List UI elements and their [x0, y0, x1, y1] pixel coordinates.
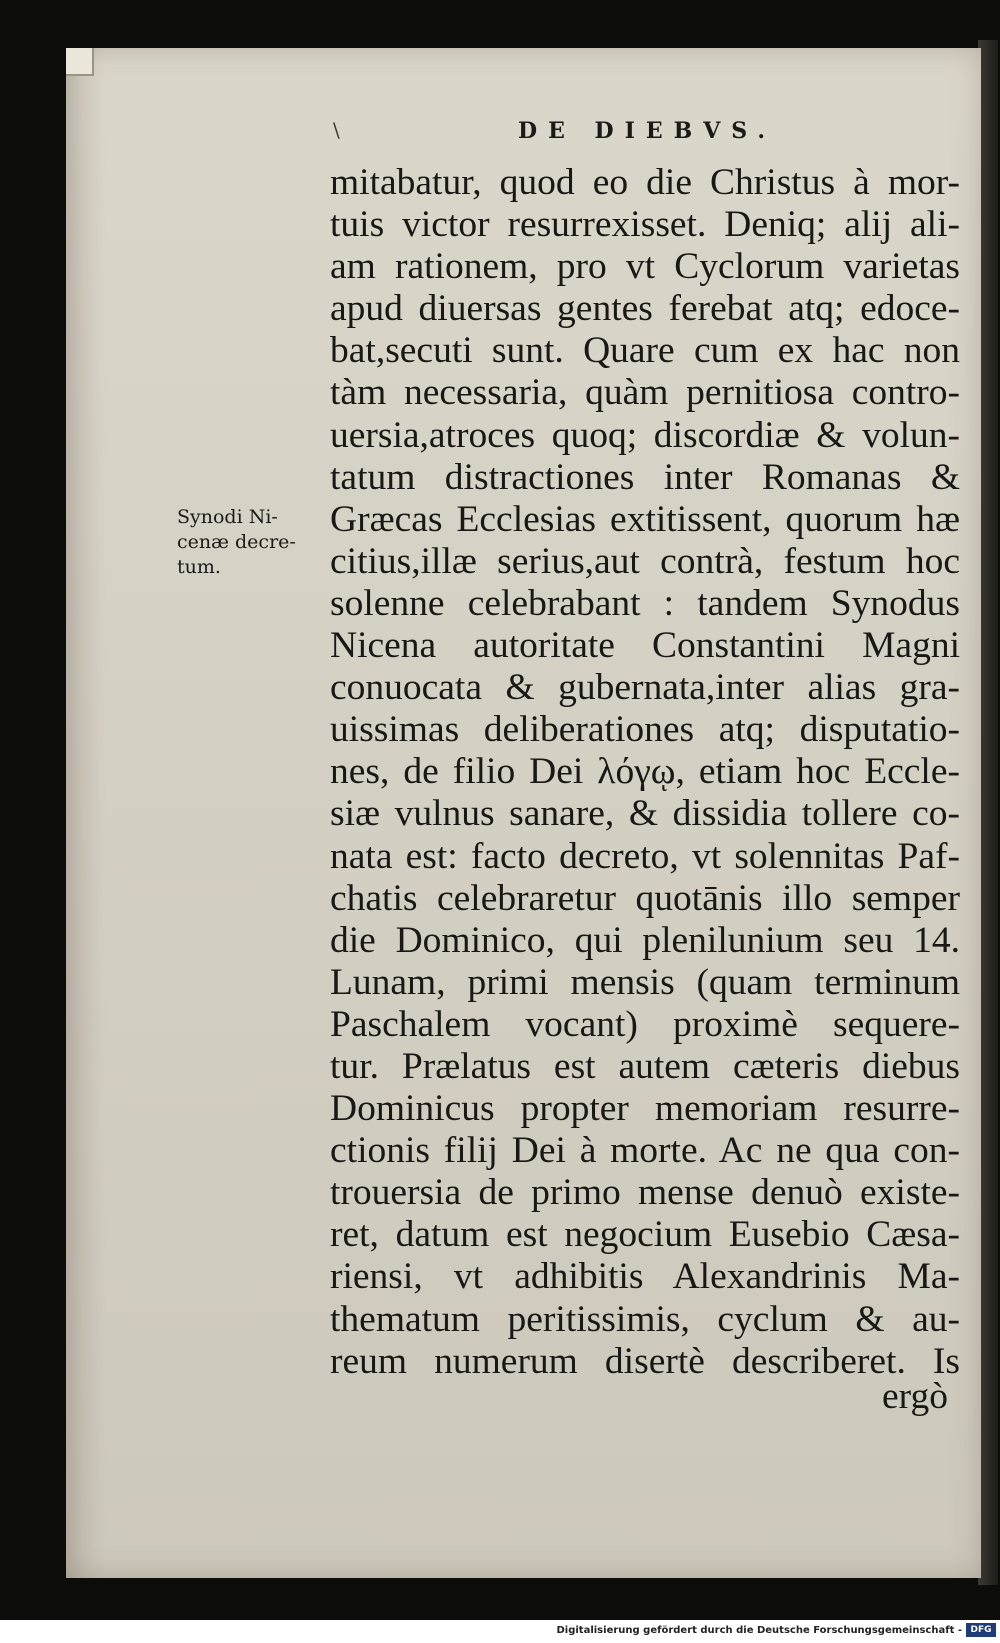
- head-mark: \: [333, 118, 340, 142]
- text-line: Lunam, primi mensis (quam terminum: [330, 961, 960, 1003]
- text-line: citius,illæ serius,aut contrà, festum hoc: [330, 540, 960, 582]
- text-line: bat,secuti sunt. Quare cum ex hac non: [330, 330, 960, 372]
- text-line: trouersia de primo mense denuò existe-: [330, 1172, 960, 1214]
- margin-note-line: cenæ decre-: [177, 531, 296, 553]
- margin-note-line: Synodi Ni-: [177, 506, 278, 528]
- text-line: Paschalem vocant) proximè sequere-: [330, 1003, 960, 1045]
- text-line: Nicena autoritate Constantini Magni: [330, 625, 960, 667]
- margin-note-line: tum.: [177, 556, 221, 578]
- body-text: [330, 162, 960, 1383]
- funding-credit: Digitalisierung gefördert durch die Deutsche Forschungsgemeinschaft -: [556, 1625, 962, 1636]
- text-line: mitabatur, quod eo die Christus à mor-: [330, 162, 960, 203]
- corner-fold: [66, 48, 94, 76]
- text-line: uissimas deliberationes atq; disputatio-: [330, 709, 960, 751]
- text-line: reum numerum disertè describeret. Is: [330, 1340, 960, 1382]
- text-line: tàm necessaria, quàm pernitiosa contro-: [330, 372, 960, 414]
- text-line: apud diuersas gentes ferebat atq; edoce-: [330, 288, 960, 330]
- text-line: am rationem, pro vt Cyclorum varietas: [330, 246, 960, 288]
- text-line: ctionis filij Dei à morte. Ac ne qua con-: [330, 1130, 960, 1172]
- page-edge: [978, 40, 998, 1585]
- text-line: tuis victor resurrexisset. Deniq; alij ali-: [330, 204, 960, 246]
- text-line: tur. Prælatus est autem cæteris diebus: [330, 1045, 960, 1087]
- text-line: chatis celebraretur quotānis illo semper: [330, 877, 960, 919]
- margin-note: [177, 505, 307, 580]
- running-head: DE DIEBVS.: [518, 118, 777, 144]
- text-line: tatum distractiones inter Romanas &: [330, 456, 960, 498]
- text-line: die Dominico, qui plenilunium seu 14.: [330, 919, 960, 961]
- text-line: conuocata & gubernata,inter alias gra-: [330, 667, 960, 709]
- text-line: riensi, vt adhibitis Alexandrinis Ma-: [330, 1256, 960, 1298]
- text-line: thematum peritissimis, cyclum & au-: [330, 1298, 960, 1340]
- dfg-logo-icon: DFG: [966, 1623, 996, 1637]
- catchword: ergò: [882, 1376, 948, 1417]
- text-line: nes, de filio Dei λόγῳ, etiam hoc Eccle-: [330, 751, 960, 793]
- text-line: siæ vulnus sanare, & dissidia tollere co-: [330, 793, 960, 835]
- text-line: nata est: facto decreto, vt solennitas Paf-: [330, 835, 960, 877]
- text-line: Græcas Ecclesias extitissent, quorum hæ: [330, 498, 960, 540]
- text-line: Dominicus propter memoriam resurre-: [330, 1088, 960, 1130]
- text-line: uersia,atroces quoq; discordiæ & volun-: [330, 414, 960, 456]
- text-line: ret, datum est negocium Eusebio Cæsa-: [330, 1214, 960, 1256]
- text-line: solenne celebrabant : tandem Synodus: [330, 582, 960, 624]
